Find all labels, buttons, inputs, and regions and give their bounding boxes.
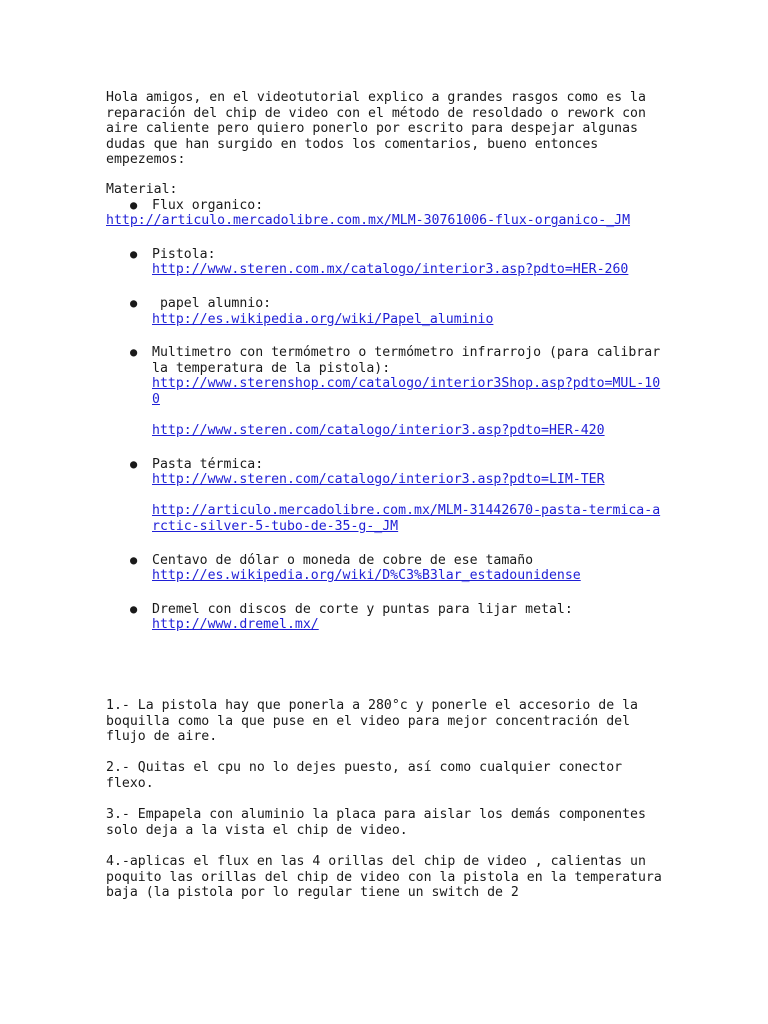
bullet-icon: ● <box>130 295 138 310</box>
item-link[interactable]: http://www.steren.com/catalogo/interior3.asp?pdto=LIM-TER <box>152 472 605 488</box>
document-page <box>106 90 666 916</box>
bullet-icon: ● <box>130 601 138 616</box>
item-label: Multimetro con termómetro o termómetro infrarrojo (para calibrar la temperatura de la pistola): <box>152 345 661 376</box>
item-label: Pasta térmica: <box>152 456 264 472</box>
item-label: Pistola: <box>152 246 216 262</box>
list-item <box>106 198 666 229</box>
bullet-icon: ● <box>130 552 138 567</box>
list-item <box>106 247 666 278</box>
intro-paragraph: Hola amigos, en el videotutorial explico a grandes rasgos como es la reparación del chip de video con el método de resoldado o rework con aire caliente pero quiero ponerlo por escrito para despejar algunas dudas que han surgido en todos los comentarios, bueno entonces empezemos: <box>106 90 646 168</box>
list-item <box>106 553 666 584</box>
item-link[interactable]: http://www.dremel.mx/ <box>152 617 319 633</box>
material-heading: Material: <box>106 181 178 197</box>
step-paragraph: 1.- La pistola hay que ponerla a 280°c y ponerle el accesorio de la boquilla como la que puse en el video para mejor concentración del flujo de aire. <box>106 698 638 745</box>
list-item <box>106 457 666 535</box>
item-link[interactable]: http://www.sterenshop.com/catalogo/interior3Shop.asp?pdto=MUL-100 <box>152 376 661 407</box>
list-item <box>106 602 666 633</box>
bullet-icon: ● <box>130 197 138 212</box>
bullet-icon: ● <box>130 345 138 360</box>
step-paragraph: 2.- Quitas el cpu no lo dejes puesto, así como cualquier conector flexo. <box>106 760 623 791</box>
item-link[interactable]: http://es.wikipedia.org/wiki/D%C3%B3lar_estadounidense <box>152 568 581 584</box>
item-link[interactable]: http://articulo.mercadolibre.com.mx/MLM-30761006-flux-organico-_JM <box>106 213 631 229</box>
item-label: papel alumnio: <box>152 295 272 311</box>
item-label: Flux organico: <box>152 197 264 213</box>
materials-list <box>106 198 666 633</box>
step-paragraph: 4.-aplicas el flux en las 4 orillas del chip de video , calientas un poquito las orillas del chip de video con la pistola en la temperatura baja (la pistola por lo regular tiene un switch de 2 <box>106 853 662 901</box>
item-link[interactable]: http://articulo.mercadolibre.com.mx/MLM-31442670-pasta-termica-arctic-silver-5-tubo-de-35-g-_JM <box>152 503 661 535</box>
list-item <box>106 296 666 327</box>
step-paragraph: 3.- Empapela con aluminio la placa para aislar los demás componentes solo deja a la vista el chip de video. <box>106 807 646 838</box>
item-link[interactable]: http://www.steren.com.mx/catalogo/interior3.asp?pdto=HER-260 <box>152 262 629 278</box>
item-label: Centavo de dólar o moneda de cobre de ese tamaño <box>152 552 534 568</box>
item-link[interactable]: http://www.steren.com/catalogo/interior3.asp?pdto=HER-420 <box>152 423 605 439</box>
item-label: Dremel con discos de corte y puntas para lijar metal: <box>152 601 573 617</box>
list-item <box>106 345 666 439</box>
bullet-icon: ● <box>130 456 138 471</box>
steps-section <box>106 698 666 901</box>
item-link[interactable]: http://es.wikipedia.org/wiki/Papel_aluminio <box>152 311 494 327</box>
bullet-icon: ● <box>130 246 138 261</box>
